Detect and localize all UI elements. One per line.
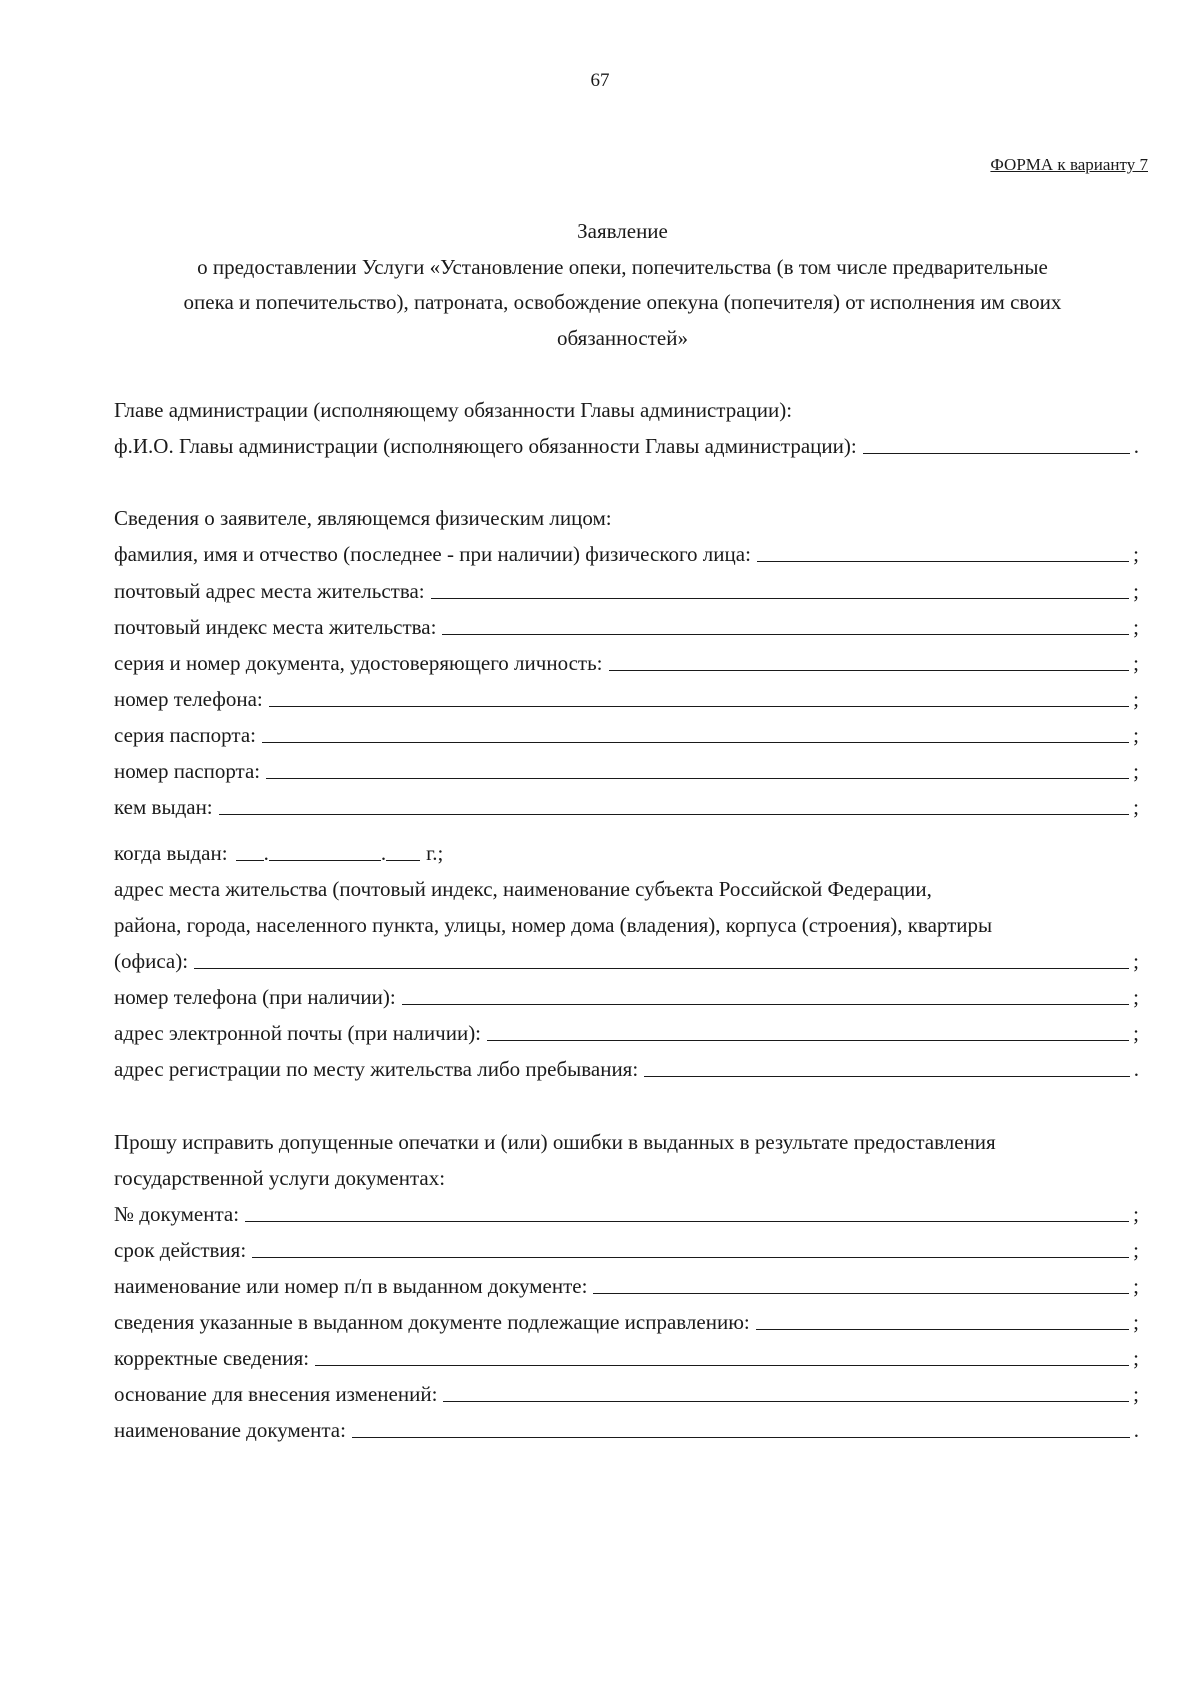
line-end: ; (1133, 687, 1139, 711)
field-blank[interactable] (266, 777, 1129, 779)
field-label: № документа: (114, 1202, 240, 1226)
line-end: ; (1133, 651, 1139, 675)
line-end: ; (1133, 1238, 1139, 1262)
line-end: ; (1133, 949, 1139, 973)
line-end: ; (1133, 795, 1139, 819)
applicant-field (114, 1056, 1139, 1082)
line-end: ; (1133, 723, 1139, 747)
request-field (114, 1201, 1139, 1227)
field-blank[interactable] (443, 1400, 1129, 1402)
date-separator: . (263, 841, 269, 865)
applicant-field (114, 578, 1139, 604)
document-title (105, 214, 1140, 356)
field-blank[interactable] (487, 1039, 1129, 1041)
line-end: . (1133, 1057, 1139, 1081)
field-blank[interactable] (262, 741, 1129, 743)
line-end: ; (1133, 759, 1139, 783)
line-end: . (1133, 1418, 1139, 1442)
title-line: Заявление (577, 219, 668, 243)
line-end: ; (1133, 542, 1139, 566)
applicant-field (114, 614, 1139, 640)
field-label: кем выдан: (114, 795, 213, 819)
line-end: ; (1133, 615, 1139, 639)
issued-date-field (114, 840, 443, 866)
field-blank[interactable] (252, 1256, 1129, 1258)
applicant-field (114, 1020, 1139, 1046)
applicant-field (114, 650, 1139, 676)
line-end: ; (1133, 1310, 1139, 1334)
field-blank[interactable] (219, 813, 1130, 815)
field-label: серия паспорта: (114, 723, 256, 747)
applicant-field (114, 722, 1139, 748)
request-field (114, 1273, 1139, 1299)
field-label: адрес электронной почты (при наличии): (114, 1021, 482, 1045)
page-number: 67 (590, 70, 610, 91)
field-label: номер паспорта: (114, 759, 261, 783)
field-blank[interactable] (431, 597, 1130, 599)
head-fio-field (114, 433, 1139, 459)
field-label: номер телефона: (114, 687, 263, 711)
day-blank[interactable] (236, 859, 264, 861)
applicant-field (114, 758, 1139, 784)
line-end: ; (1133, 1346, 1139, 1370)
applicant-field (114, 541, 1139, 567)
field-label: сведения указанные в выданном документе подлежащие исправлению: (114, 1310, 750, 1334)
field-label: фамилия, имя и отчество (последнее - при наличии) физического лица: (114, 542, 751, 566)
addressee-line: Главе администрации (исполняющему обязанности Главы администрации): (114, 398, 793, 422)
request-text-line: государственной услуги документах: (114, 1166, 446, 1190)
line-end: . (1133, 434, 1139, 458)
field-blank[interactable] (315, 1364, 1129, 1366)
field-label: наименование или номер п/п в выданном документе: (114, 1274, 588, 1298)
applicant-field (114, 686, 1139, 712)
field-blank[interactable] (593, 1292, 1129, 1294)
line-end: ; (1133, 579, 1139, 603)
head-fio-label: ф.И.О. Главы администрации (исполняющего обязанности Главы администрации): (114, 434, 857, 458)
field-label: почтовый адрес места жительства: (114, 579, 425, 603)
title-line: о предоставлении Услуги «Установление опеки, попечительства (в том числе предварительные (197, 254, 1048, 279)
request-field (114, 1309, 1139, 1335)
applicant-field (114, 984, 1139, 1010)
field-blank[interactable] (352, 1436, 1130, 1438)
field-label: корректные сведения: (114, 1346, 310, 1370)
applicant-field (114, 794, 1139, 820)
line-end: ; (1133, 1021, 1139, 1045)
request-text-line: Прошу исправить допущенные опечатки и (или) ошибки в выданных в результате предоставления (114, 1130, 996, 1154)
applicant-heading: Сведения о заявителе, являющемся физическим лицом: (114, 506, 612, 530)
request-field (114, 1381, 1139, 1407)
form-reference: ФОРМА к варианту 7 (990, 155, 1148, 174)
field-blank[interactable] (756, 1328, 1129, 1330)
issued-date-label: когда выдан: (114, 841, 228, 865)
request-field (114, 1345, 1139, 1371)
field-label: серия и номер документа, удостоверяющего личность: (114, 651, 603, 675)
field-label: почтовый индекс места жительства: (114, 615, 437, 639)
field-blank[interactable] (269, 705, 1129, 707)
request-field (114, 1417, 1139, 1443)
field-label: (офиса): (114, 949, 189, 973)
field-blank[interactable] (609, 669, 1130, 671)
field-blank[interactable] (194, 967, 1129, 969)
line-end: ; (1133, 1382, 1139, 1406)
month-blank[interactable] (269, 859, 381, 861)
year-blank[interactable] (386, 859, 420, 861)
address-description-line: адрес места жительства (почтовый индекс, наименование субъекта Российской Федерации, (114, 877, 932, 901)
title-line: обязанностей» (557, 325, 688, 350)
field-blank[interactable] (245, 1220, 1129, 1222)
line-end: ; (1133, 985, 1139, 1009)
field-label: срок действия: (114, 1238, 247, 1262)
title-line: опека и попечительство), патроната, освобождение опекуна (попечителя) от исполнения им своих (183, 290, 1062, 314)
field-blank[interactable] (644, 1075, 1130, 1077)
address-field (114, 948, 1139, 974)
date-separator: . (380, 841, 387, 865)
field-label: номер телефона (при наличии): (114, 985, 396, 1009)
field-label: основание для внесения изменений: (114, 1382, 438, 1406)
field-label: адрес регистрации по месту жительства либо пребывания: (114, 1057, 639, 1081)
line-end: ; (1133, 1202, 1139, 1226)
line-end: ; (1133, 1274, 1139, 1298)
address-description-line: района, города, населенного пункта, улицы, номер дома (владения), корпуса (строения), квартиры (114, 913, 993, 937)
field-blank[interactable] (757, 560, 1129, 562)
request-field (114, 1237, 1139, 1263)
year-suffix: г.; (426, 841, 444, 865)
field-blank[interactable] (442, 633, 1129, 635)
field-blank[interactable] (402, 1003, 1129, 1005)
head-fio-blank[interactable] (863, 452, 1130, 454)
field-label: наименование документа: (114, 1418, 346, 1442)
